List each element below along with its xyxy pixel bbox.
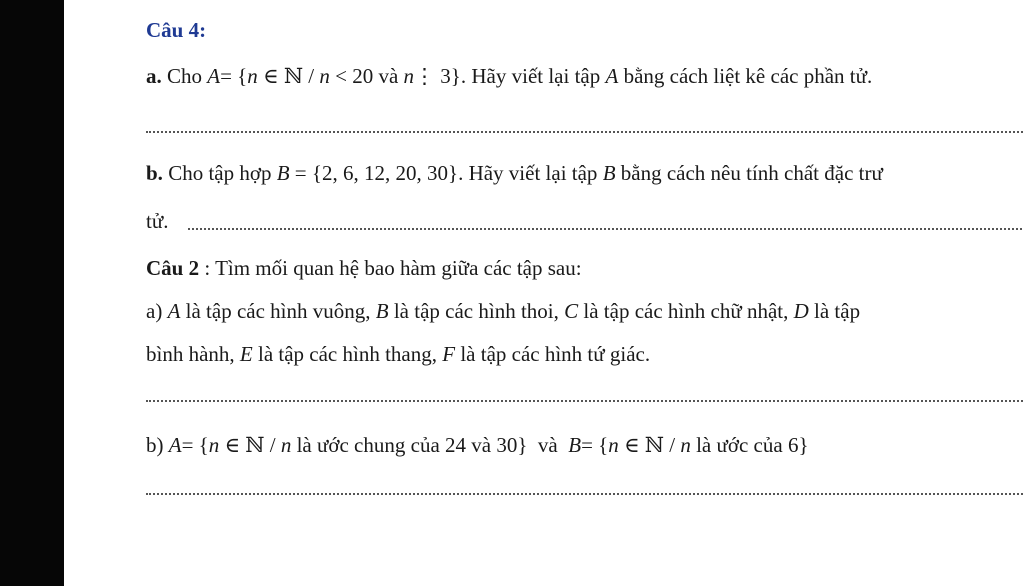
question-4b xyxy=(146,160,883,186)
q4b-set-body: = {2, 6, 12, 20, 30} xyxy=(294,161,459,185)
q2a-set-d: D xyxy=(793,299,809,323)
q2a-set-c: C xyxy=(564,299,579,323)
q2a-label: a) xyxy=(146,299,163,323)
answer-line xyxy=(188,228,1024,230)
q2b-t1: là ước chung của 24 và 30} xyxy=(296,433,528,457)
q4a-close: } xyxy=(450,64,461,88)
q2a-set-a: A xyxy=(167,299,181,323)
q2b-and: và xyxy=(537,433,558,457)
q2-title: Câu 2 xyxy=(146,256,200,280)
q4a-n: n xyxy=(247,64,258,88)
q4b-text3: bằng cách nêu tính chất đặc trư xyxy=(620,161,883,185)
left-black-bar xyxy=(0,0,64,586)
q2a-set-f: F xyxy=(442,342,456,366)
q2b-in2: ∈ ℕ / xyxy=(624,433,676,457)
q4b-label: b. xyxy=(146,161,163,185)
q4b-set-ref: B xyxy=(602,161,616,185)
q4a-set-open: = { xyxy=(220,64,248,88)
q4a-div3: ⋮ 3 xyxy=(414,64,451,88)
q2b-t2: là ước của 6} xyxy=(696,433,809,457)
question-2-title xyxy=(146,255,582,281)
q2b-n2: n xyxy=(280,433,292,457)
q2a-t2: là tập các hình thoi, xyxy=(393,299,559,323)
question-2a-line2 xyxy=(146,341,650,367)
q2b-label: b) xyxy=(146,433,164,457)
q2a-t3: là tập các hình chữ nhật, xyxy=(583,299,789,323)
question-4b-line2: tử. xyxy=(146,209,169,233)
question-2b xyxy=(146,432,809,458)
q2b-n1: n xyxy=(208,433,220,457)
question-4a xyxy=(146,63,872,89)
q2-title-rest: : Tìm mối quan hệ bao hàm giữa các tập sau: xyxy=(204,256,582,280)
q4a-set-ref: A xyxy=(605,64,619,88)
q2b-n3: n xyxy=(608,433,619,457)
q4a-n2: n xyxy=(319,64,330,88)
q2b-set-b: B xyxy=(568,433,582,457)
answer-line xyxy=(146,400,1024,402)
q2a-t5: là tập các hình thang, xyxy=(257,342,437,366)
answer-line xyxy=(146,493,1024,495)
q2a-set-e: E xyxy=(239,342,253,366)
q4b-text1: Cho tập hợp xyxy=(168,161,272,185)
q4a-cho: Cho xyxy=(167,64,203,88)
answer-line xyxy=(146,131,1024,133)
q4a-n3: n xyxy=(403,64,415,88)
q4b-set-name: B xyxy=(276,161,290,185)
q4a-text: . Hãy viết lại tập xyxy=(460,64,601,88)
q2a-set-b: B xyxy=(375,299,389,323)
question-4-title: Câu 4: xyxy=(146,18,207,42)
q4a-lt20: < 20 và xyxy=(335,64,399,88)
q2b-eq2: = { xyxy=(581,433,609,457)
q2b-set-a: A xyxy=(168,433,182,457)
q4a-text2: bằng cách liệt kê các phần tử. xyxy=(623,64,873,88)
q2a-t4: là tập xyxy=(814,299,861,323)
q4a-in-n: ∈ ℕ / xyxy=(263,64,315,88)
q4a-label: a. xyxy=(146,64,162,88)
q2a-line2-pre: bình hành, xyxy=(146,342,235,366)
q2a-t6: là tập các hình tứ giác. xyxy=(460,342,651,366)
q2b-in1: ∈ ℕ / xyxy=(224,433,276,457)
q2a-t1: là tập các hình vuông, xyxy=(185,299,371,323)
q2b-n4: n xyxy=(680,433,691,457)
q4a-set-name: A xyxy=(207,64,221,88)
question-2a xyxy=(146,298,860,324)
document-page xyxy=(64,0,1024,586)
q4b-text2: . Hãy viết lại tập xyxy=(458,161,598,185)
q2b-eq1: = { xyxy=(181,433,209,457)
